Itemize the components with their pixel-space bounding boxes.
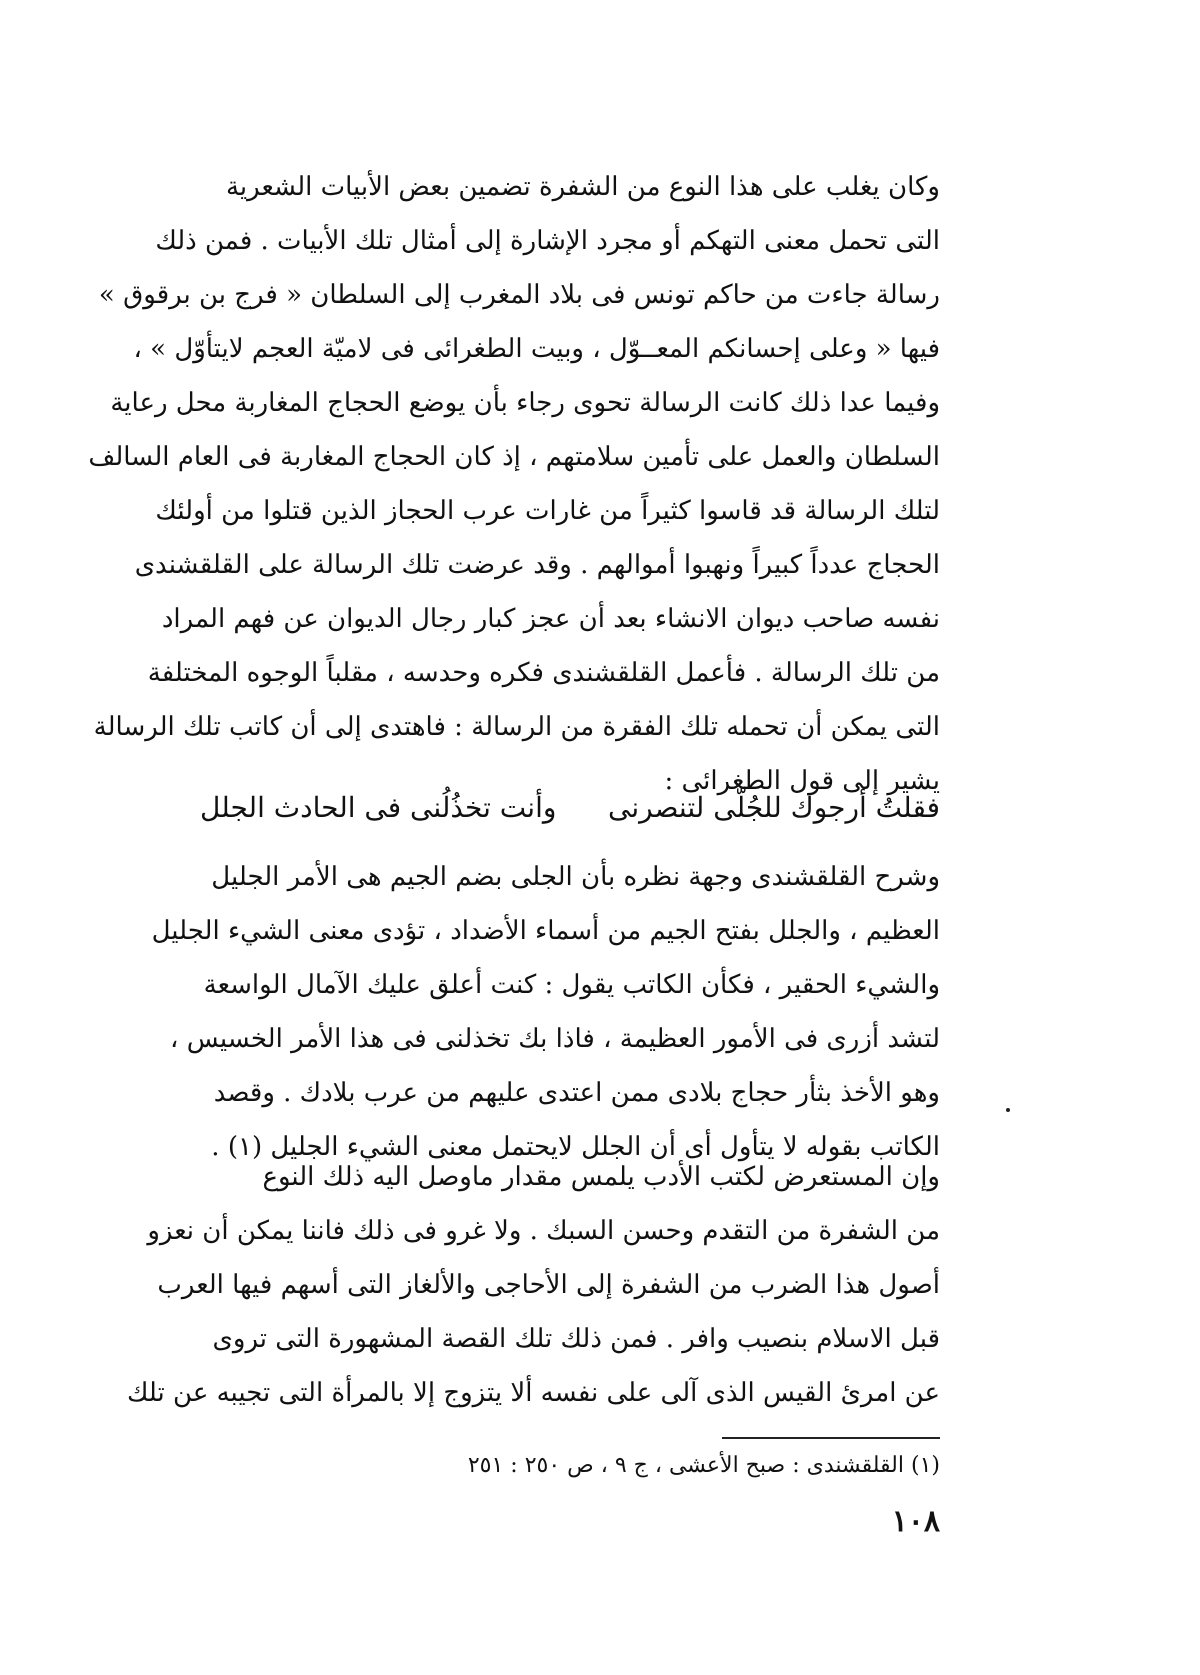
text-line: الكاتب بقوله لا يتأول أى أن الجلل لايحتمل معنى الشيء الجليل (١) . — [211, 1132, 940, 1162]
text-line: من تلك الرسالة . فأعمل القلقشندى فكره وحدسه ، مقلباً الوجوه المختلفة — [147, 658, 940, 688]
text-line: التى يمكن أن تحمله تلك الفقرة من الرسالة : فاهتدى إلى أن كاتب تلك الرسالة — [93, 712, 940, 742]
verse-second-hemistich: وأنت تخذُلُنى فى الحادث الجلل — [200, 791, 557, 824]
poem-verse — [200, 778, 940, 838]
text-line: وكان يغلب على هذا النوع من الشفرة تضمين بعض الأبيات الشعرية — [225, 172, 940, 202]
text-line: وشرح القلقشندى وجهة نظره بأن الجلى بضم الجيم هى الأمر الجليل — [211, 862, 940, 892]
paragraph-1 — [88, 160, 940, 808]
paragraph-2 — [151, 850, 940, 1174]
footnote-divider — [722, 1437, 940, 1439]
text-line: أصول هذا الضرب من الشفرة إلى الأحاجى والألغاز التى أسهم فيها العرب — [157, 1270, 940, 1300]
footnote: (١) القلقشندى : صبح الأعشى ، ج ٩ ، ص ٢٥٠ : ٢٥١ — [467, 1453, 940, 1478]
scan-speck — [1006, 1108, 1010, 1112]
text-line: قبل الاسلام بنصيب وافر . فمن ذلك تلك القصة المشهورة التى تروى — [212, 1324, 940, 1354]
text-line: يشير إلى قول الطغرائى : — [664, 766, 940, 796]
text-line: من الشفرة من التقدم وحسن السبك . ولا غرو فى ذلك فاننا يمكن أن نعزو — [147, 1216, 940, 1246]
text-line: العظيم ، والجلل بفتح الجيم من أسماء الأضداد ، تؤدى معنى الشيء الجليل — [151, 916, 940, 946]
page-number: ١٠٨ — [891, 1504, 940, 1539]
text-line: عن امرئ القيس الذى آلى على نفسه ألا يتزوج إلا بالمرأة التى تجيبه عن تلك — [127, 1378, 940, 1408]
text-line: رسالة جاءت من حاكم تونس فى بلاد المغرب إلى السلطان « فرج بن برقوق » — [98, 280, 940, 310]
text-line: وفيما عدا ذلك كانت الرسالة تحوى رجاء بأن يوضع الحجاج المغاربة محل رعاية — [110, 388, 940, 418]
text-line: والشيء الحقير ، فكأن الكاتب يقول : كنت أعلق عليك الآمال الواسعة — [203, 970, 940, 1000]
text-line: الحجاج عدداً كبيراً ونهبوا أموالهم . وقد عرضت تلك الرسالة على القلقشندى — [134, 550, 940, 580]
text-line: نفسه صاحب ديوان الانشاء بعد أن عجز كبار رجال الديوان عن فهم المراد — [161, 604, 940, 634]
verse-first-hemistich: فقلتُ أرجوك للجُلّى لتنصرنى — [608, 791, 940, 824]
text-line: فيها « وعلى إحسانكم المعــوّل ، وبيت الطغرائى فى لاميّة العجم لايتأوّل » ، — [133, 334, 940, 364]
text-line: السلطان والعمل على تأمين سلامتهم ، إذ كان الحجاج المغاربة فى العام السالف — [88, 442, 940, 472]
text-line: وهو الأخذ بثأر حجاج بلادى ممن اعتدى عليهم من عرب بلادك . وقصد — [213, 1078, 940, 1108]
text-line: وإن المستعرض لكتب الأدب يلمس مقدار ماوصل اليه ذلك النوع — [262, 1162, 940, 1192]
text-line: لتشد أزرى فى الأمور العظيمة ، فاذا بك تخذلنى فى هذا الأمر الخسيس ، — [170, 1024, 940, 1054]
text-line: التى تحمل معنى التهكم أو مجرد الإشارة إلى أمثال تلك الأبيات . فمن ذلك — [155, 226, 940, 256]
paragraph-3 — [127, 1150, 940, 1420]
text-line: لتلك الرسالة قد قاسوا كثيراً من غارات عرب الحجاز الذين قتلوا من أولئك — [155, 496, 940, 526]
